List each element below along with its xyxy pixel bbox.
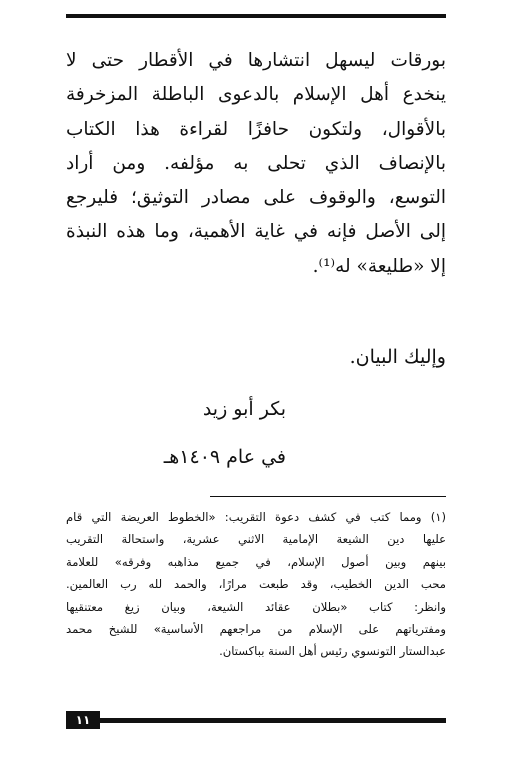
closing-greeting: وإليك البيان. [349, 346, 446, 368]
footnote-line: محب الدين الخطيب، وقد طبعت مرارًا، والحمد لله رب العالمين. [66, 577, 446, 592]
footnote-divider [210, 496, 446, 497]
footnote-line: بينهم وبين أصول الإسلام، في جميع مذاهبه وفرقه» للعلامة [66, 554, 446, 569]
footnote-line: وانظر: كتاب «بطلان عقائد الشيعة، وبيان زيغ معتنقيها [66, 599, 446, 614]
body-paragraph [66, 44, 446, 284]
bottom-rule [100, 718, 446, 723]
footnote-line: ومفترياتهم على الإسلام من مراجعهم الأساسية» للشيخ محمد [66, 622, 446, 637]
footnote-line: (١) ومما كتب في كشف دعوة التقريب: «الخطوط العريضة التي قام [66, 510, 446, 524]
body-line: بورقات ليسهل انتشارها في الأقطار حتى لا [66, 50, 446, 71]
footnote-line: عبدالستار التونسوي رئيس أهل السنة بباكستان. [219, 644, 446, 659]
top-rule [66, 14, 446, 18]
author-signature: بكر أبو زيد [202, 398, 286, 420]
page-number: ١١ [66, 711, 100, 729]
footnote-line: عليها دين الشيعة الإمامية الاثني عشرية، واستحالة التقريب [66, 532, 446, 547]
body-line: التوسع، والوقوف على مصادر التوثيق؛ فليرجع [66, 187, 446, 209]
date-line: في عام ١٤٠٩هـ [163, 446, 286, 468]
body-line: بالإنصاف الذي تحلى به مؤلفه. ومن أراد [66, 152, 446, 174]
body-line: ينخدع أهل الإسلام بالدعوى الباطلة المزخرفة [66, 84, 446, 106]
body-line: إلا «طليعة» له⁽¹⁾. [312, 255, 446, 277]
footnote [66, 506, 446, 663]
body-line: بالأقوال، ولتكون حافزًا لقراءة هذا الكتاب [66, 118, 446, 140]
body-line: إلى الأصل فإنه في غاية الأهمية، وما هذه النبذة [66, 221, 446, 243]
